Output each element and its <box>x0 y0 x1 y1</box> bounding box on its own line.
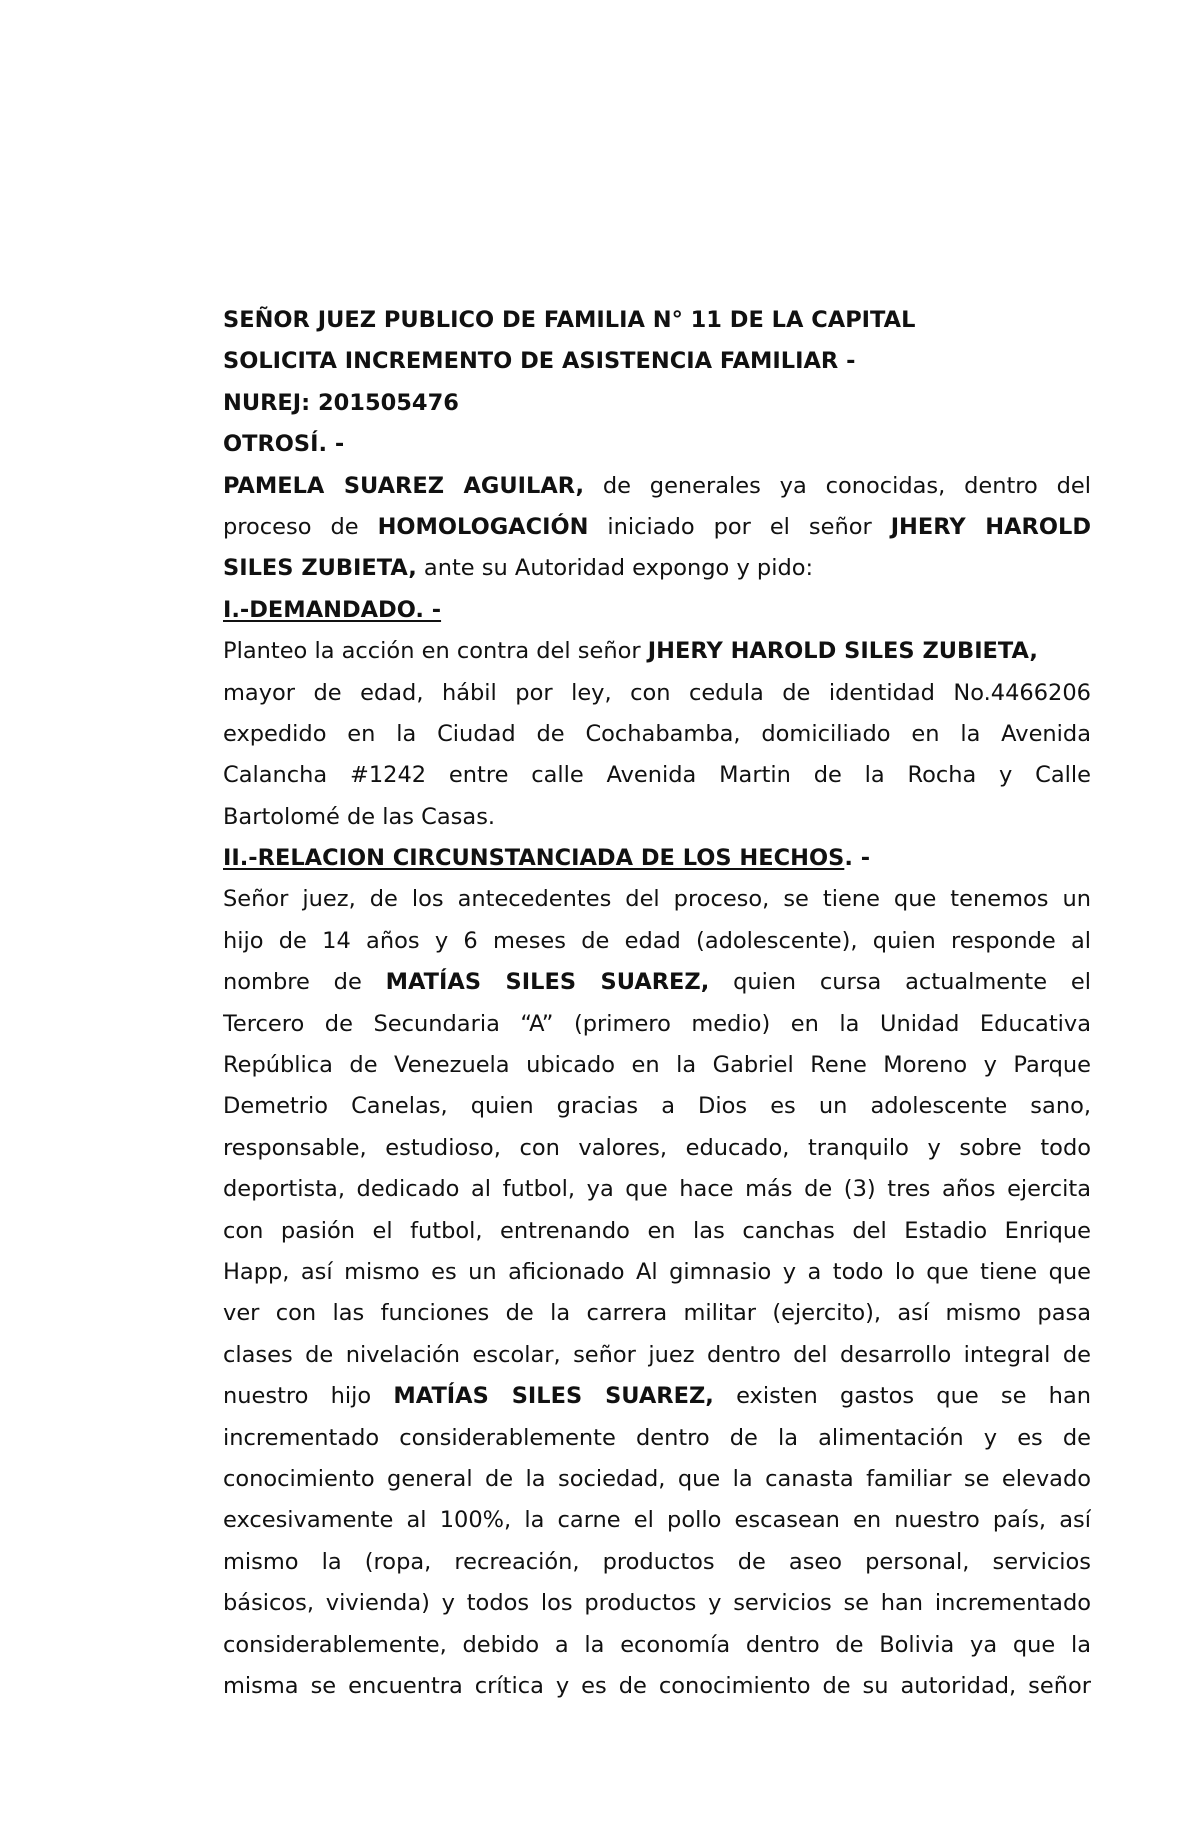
respondent-last-name: SILES ZUBIETA, <box>223 555 417 582</box>
section-2-line-15: conocimiento general de la sociedad, que la canasta familiar se elevado <box>223 1465 1091 1492</box>
section-1-line-2: mayor de edad, hábil por ley, con cedula de identidad No.4466206 <box>223 679 1091 706</box>
child-name-repeat: MATÍAS SILES SUAREZ, <box>393 1383 714 1410</box>
section-2-text-13a: nuestro hijo <box>223 1383 394 1410</box>
intro-line-1 <box>223 466 1091 507</box>
intro-text-3: ante su Autoridad expongo y pido: <box>416 555 814 582</box>
section-2-line-14: incrementado considerablemente dentro de la alimentación y es de <box>223 1424 1091 1451</box>
nurej-number: NUREJ: 201505476 <box>223 389 459 416</box>
section-2-line-20: misma se encuentra crítica y es de conocimiento de su autoridad, señor <box>223 1672 1091 1699</box>
child-name: MATÍAS SILES SUAREZ, <box>385 969 710 996</box>
section-1-text-1: Planteo la acción en contra del señor <box>223 638 648 665</box>
section-2-line-11: ver con las funciones de la carrera militar (ejercito), así mismo pasa <box>223 1300 1091 1327</box>
intro-text-1: de generales ya conocidas, dentro del <box>584 472 1091 499</box>
section-2-line-6: Demetrio Canelas, quien gracias a Dios es un adolescente sano, <box>223 1093 1091 1120</box>
section-2-line-5: República de Venezuela ubicado en la Gabriel Rene Moreno y Parque <box>223 1052 1091 1079</box>
section-2-line-16: excesivamente al 100%, la carne el pollo escasean en nuestro país, así <box>223 1507 1091 1534</box>
section-2-line-1: Señor juez, de los antecedentes del proceso, se tiene que tenemos un <box>223 886 1091 913</box>
section-1-line-5: Bartolomé de las Casas. <box>223 803 496 830</box>
section-1-line-3: expedido en la Ciudad de Cochabamba, domiciliado en la Avenida <box>223 720 1091 747</box>
petitioner-name: PAMELA SUAREZ AGUILAR, <box>223 472 585 499</box>
intro-text-2a: proceso de <box>223 513 378 540</box>
section-1-line-1 <box>223 631 1091 672</box>
section-2-line-13 <box>223 1376 1091 1417</box>
respondent-full-name: JHERY HAROLD SILES ZUBIETA, <box>647 638 1038 665</box>
section-2-text-3a: nombre de <box>223 969 386 996</box>
otrosi-heading: OTROSÍ. - <box>223 431 345 458</box>
intro-line-3 <box>223 548 1091 589</box>
section-2-line-4: Tercero de Secundaria “A” (primero medio) en la Unidad Educativa <box>223 1010 1091 1037</box>
section-2-heading-text: II.-RELACION CIRCUNSTANCIADA DE LOS HECHOS <box>223 845 845 872</box>
section-2-heading <box>223 838 1091 879</box>
section-2-line-10: Happ, así mismo es un aficionado Al gimnasio y a todo lo que tiene que <box>223 1258 1091 1285</box>
section-2-line-2: hijo de 14 años y 6 meses de edad (adolescente), quien responde al <box>223 927 1091 954</box>
section-2-text-13b: existen gastos que se han <box>713 1383 1091 1410</box>
section-1-heading <box>223 590 1091 631</box>
section-2-line-8: deportista, dedicado al futbol, ya que hace más de (3) tres años ejercita <box>223 1176 1091 1203</box>
section-2-line-17: mismo la (ropa, recreación, productos de aseo personal, servicios <box>223 1548 1091 1575</box>
section-1-line-4: Calancha #1242 entre calle Avenida Martin de la Rocha y Calle <box>223 762 1091 789</box>
court-addressee: SEÑOR JUEZ PUBLICO DE FAMILIA N° 11 DE LA CAPITAL <box>223 307 916 333</box>
respondent-first-name: JHERY HAROLD <box>890 513 1091 540</box>
section-2-line-9: con pasión el futbol, entrenando en las canchas del Estadio Enrique <box>223 1217 1091 1244</box>
intro-line-2 <box>223 507 1091 548</box>
document-body <box>223 300 1091 1707</box>
section-2-line-7: responsable, estudioso, con valores, educado, tranquilo y sobre todo <box>223 1134 1091 1161</box>
process-name: HOMOLOGACIÓN <box>377 513 589 540</box>
section-2-line-19: considerablemente, debido a la economía dentro de Bolivia ya que la <box>223 1631 1091 1658</box>
section-2-text-3b: quien cursa actualmente el <box>709 969 1091 996</box>
section-2-line-3 <box>223 962 1091 1003</box>
section-1-heading-text: I.-DEMANDADO. - <box>223 596 442 623</box>
intro-text-2b: iniciado por el señor <box>588 513 891 540</box>
section-2-line-18: básicos, vivienda) y todos los productos y servicios se han incrementado <box>223 1590 1091 1617</box>
request-title: SOLICITA INCREMENTO DE ASISTENCIA FAMILIAR - <box>223 348 856 375</box>
section-2-heading-suffix: . - <box>844 845 871 872</box>
section-2-line-12: clases de nivelación escolar, señor juez dentro del desarrollo integral de <box>223 1341 1091 1368</box>
